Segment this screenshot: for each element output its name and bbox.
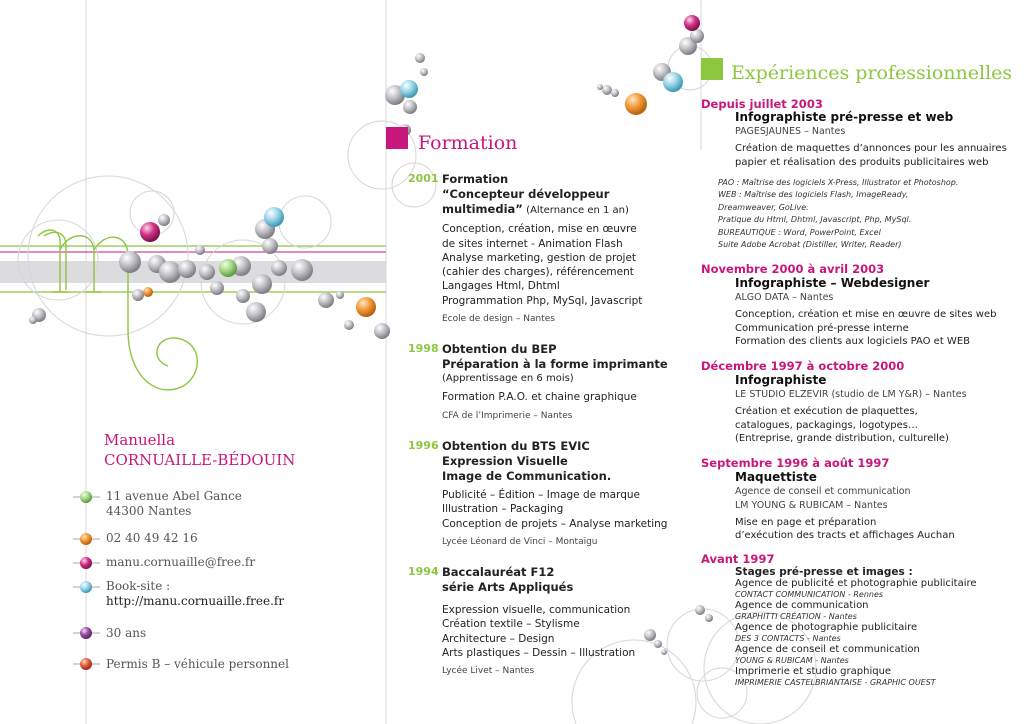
entry-detail: (cahier des charges), référencement (442, 266, 634, 279)
formation-entry-1994 (408, 565, 635, 678)
internship-title: Agence de communication (735, 600, 869, 611)
job-detail: Création et exécution de plaquettes, (735, 405, 918, 417)
entry-note: (Alternance en 1 an) (526, 205, 629, 216)
job-company: LM YOUNG & RUBICAM – Nantes (735, 499, 888, 511)
formation-marker (386, 127, 408, 149)
entry-detail: Architecture – Design (442, 632, 555, 645)
entry-title: série Arts Appliqués (442, 580, 574, 594)
job-date: Décembre 1997 à octobre 2000 (701, 359, 905, 373)
internship-place: DES 3 CONTACTS - Nantes (735, 634, 841, 643)
job-company: Agence de conseil et communication (735, 486, 911, 497)
entry-detail: Conception, création, mise en œuvre (442, 223, 637, 236)
job-detail: Formation des clients aux logiciels PAO et WEB (735, 336, 970, 348)
entry-detail: Conception de projets – Analyse marketing (442, 517, 668, 530)
contact-website (106, 579, 284, 609)
profile-name (104, 430, 295, 470)
website-link[interactable]: http://manu.cornuaille.free.fr (106, 594, 285, 608)
job-date: Depuis juillet 2003 (701, 97, 823, 111)
address-line-2: 44300 Nantes (106, 504, 192, 518)
skill-text: Word, PowerPoint, Excel (783, 227, 881, 237)
job-role: Maquettiste (735, 470, 817, 484)
job-role: Infographiste – Webdesigner (735, 276, 930, 290)
entry-detail: Arts plastiques – Dessin – Illustration (442, 646, 636, 659)
address-line-1: 11 avenue Abel Gance (106, 489, 242, 503)
entry-detail: Programmation Php, MySql, Javascript (442, 294, 643, 307)
email-link[interactable]: manu.cornuaille@free.fr (106, 555, 256, 569)
entry-detail: Formation P.A.O. et chaine graphique (442, 391, 637, 404)
job-body (735, 276, 996, 349)
internship-place: CONTACT COMMUNICATION - Rennes (735, 590, 884, 599)
job-detail: Communication pré-presse interne (735, 322, 909, 334)
entry-school: Lycée Léonard de Vinci – Montaigu (442, 536, 598, 547)
job-date: Septembre 1996 à août 1997 (701, 456, 890, 470)
job-company: PAGESJAUNES – Nantes (735, 126, 846, 137)
internship-place: GRAPHITTI CRÉATION - Nantes (735, 612, 857, 621)
internship-place: YOUNG & RUBICAM - Nantes (735, 656, 849, 665)
job-body (735, 110, 1007, 169)
internship-title: Agence de photographie publicitaire (735, 622, 918, 633)
job-role: Infographiste pré-presse et web (735, 110, 954, 124)
website-label: Book-site : (106, 579, 171, 593)
skill-text: Maîtrise des logiciels X-Press, Illustrator et Photoshop. (741, 178, 959, 187)
formation-entry-2001 (408, 172, 642, 326)
job-detail: Conception, création et mise en œuvre de sites web (735, 308, 997, 320)
internships-heading: Stages pré-presse et images : (735, 566, 913, 578)
internship-title: Agence de publicité et photographie publicitaire (735, 578, 977, 589)
last-name: CORNUAILLE-BÉDOUIN (104, 451, 296, 469)
contact-phone (106, 531, 198, 546)
entry-detail: Création textile – Stylisme (442, 618, 580, 631)
first-name: Manuella (104, 431, 176, 449)
contact-age (106, 626, 146, 641)
entry-detail: Analyse marketing, gestion de projet (442, 251, 637, 264)
skill-text: Pratique du Html, Dhtml, Javascript, Php, MySql. (718, 215, 912, 225)
entry-title: Image de Communication. (442, 469, 612, 483)
skill-text: Suite Adobe Acrobat (Distiller, Writer, Reader) (718, 240, 902, 250)
internships-block (735, 566, 977, 688)
skill-text: Maîtrise des logiciels Flash, ImageReady, (744, 190, 909, 200)
job-company: LE STUDIO ELZEVIR (studio de LM Y&R) – Nantes (735, 389, 967, 400)
experience-marker (701, 58, 723, 80)
job-detail: Création de maquettes d’annonces pour les annuaires (735, 142, 1007, 154)
entry-title: Obtention du BEP (442, 342, 557, 356)
entry-title: “Concepteur développeur (442, 187, 610, 201)
internship-place: IMPRIMERIE CASTELBRIANTAISE - GRAPHIC OUEST (735, 678, 936, 687)
entry-year: 1998 (408, 342, 439, 355)
contact-license (106, 657, 289, 672)
job-date: Avant 1997 (701, 552, 775, 566)
skill-label: BUREAUTIQUE : (718, 227, 781, 237)
job-detail: (Entreprise, grande distribution, culturelle) (735, 433, 949, 445)
formation-entry-1998 (408, 342, 668, 423)
internship-title: Agence de conseil et communication (735, 644, 920, 655)
entry-school: Lycée Livet – Nantes (442, 666, 535, 677)
entry-title: Formation (442, 172, 509, 186)
entry-title: multimedia” (442, 202, 523, 216)
entry-school: CFA de l’Imprimerie – Nantes (442, 410, 573, 421)
entry-detail: Illustration – Packaging (442, 503, 564, 516)
skill-text: Dreamweaver, GoLive. (718, 202, 809, 212)
driving-license: Permis B – véhicule personnel (106, 657, 289, 671)
job-body (735, 470, 955, 543)
entry-year: 2001 (408, 172, 439, 185)
job-body (735, 373, 967, 446)
entry-school: Ecole de design – Nantes (442, 314, 555, 325)
experience-title: Expériences professionnelles (731, 62, 1013, 84)
job-detail: papier et réalisation des produits publicitaires web (735, 156, 989, 168)
entry-title: Préparation à la forme imprimante (442, 357, 668, 371)
entry-title: Expression Visuelle (442, 454, 568, 468)
entry-detail: Langages Html, Dhtml (442, 280, 560, 293)
formation-entry-1996 (408, 439, 667, 549)
job-company: ALGO DATA – Nantes (735, 292, 834, 303)
job-detail: d’exécution des tracts et affichages Auchan (735, 530, 955, 542)
skill-label: PAO : (718, 178, 740, 187)
job-role: Infographiste (735, 373, 827, 387)
job-detail: catalogues, packagings, logotypes… (735, 419, 918, 431)
job-detail: Mise en page et préparation (735, 516, 877, 528)
skills-block (718, 177, 958, 251)
job-date: Novembre 2000 à avril 2003 (701, 262, 885, 276)
entry-year: 1994 (408, 565, 439, 578)
entry-year: 1996 (408, 439, 439, 452)
formation-title: Formation (418, 132, 518, 154)
entry-detail: de sites internet - Animation Flash (442, 237, 623, 250)
entry-detail: Expression visuelle, communication (442, 604, 631, 616)
entry-note: (Apprentissage en 6 mois) (442, 373, 574, 384)
internship-title: Imprimerie et studio graphique (735, 666, 892, 677)
contact-email[interactable] (106, 555, 255, 570)
entry-title: Baccalauréat F12 (442, 565, 555, 579)
contact-address (106, 489, 242, 519)
age: 30 ans (106, 626, 147, 640)
entry-detail: Publicité – Édition – Image de marque (442, 489, 641, 501)
phone-number: 02 40 49 42 16 (106, 531, 198, 545)
skill-label: WEB : (718, 190, 742, 200)
entry-title: Obtention du BTS EVIC (442, 439, 590, 453)
